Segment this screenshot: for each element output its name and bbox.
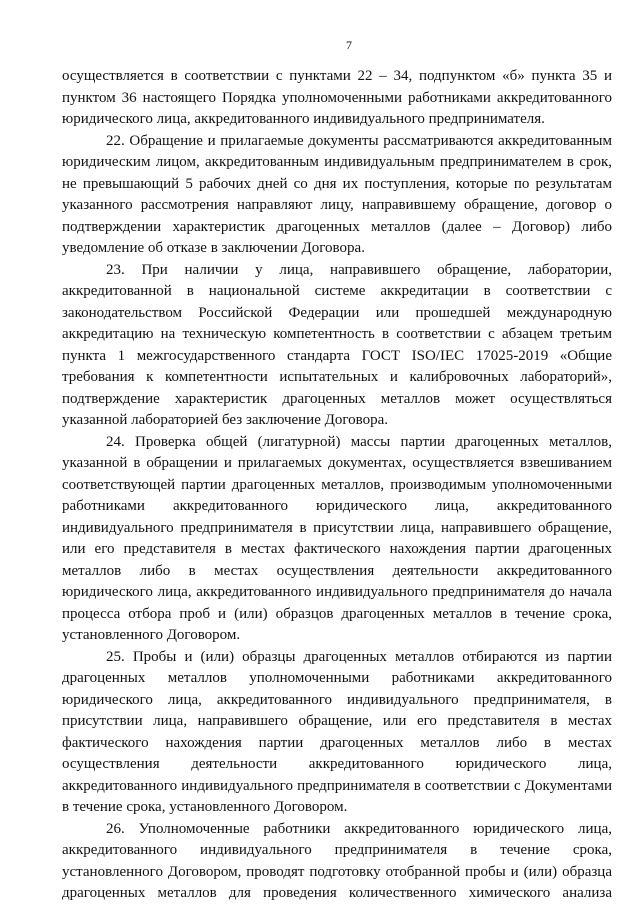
page-number: 7 [346,38,352,52]
paragraph-continuation: осуществляется в соответствии с пунктами 22 – 34, подпунктом «б» пункта 35 и пунктом 36 настоящего Порядка уполномоченными работниками аккредитованного юридического лица, аккредитованного индивидуального предпринимателя. [62,68,612,127]
paragraph-23: 23. При наличии у лица, направившего обращение, лаборатории, аккредитованной в национальной системе аккредитации в соответствии с законодательством Российской Федерации или прошедшей международную аккредитацию на техническую компетентность в соответствии с абзацем третьим пункта 1 межгосударственного стандарта ГОСТ ISO/IEC 17025-2019 «Общие требования к компетентности испытательных и калибровочных лабораторий», подтверждение характеристик драгоценных металлов может осуществляться указанной лабораторией без заключение Договора. [62,261,612,428]
paragraph-25: 25. Пробы и (или) образцы драгоценных металлов отбираются из партии драгоценных металлов уполномоченными работниками аккредитованного юридического лица, аккредитованного индивидуального предпринимателя, в присутствии лица, направившего обращение, или его представителя в местах фактического нахождения партии драгоценных металлов либо в местах осуществления деятельности аккредитованного юридического лица, аккредитованного индивидуального предпринимателя в соответствии с Документами в течение срока, установленного Договором. [62,648,612,815]
paragraph-24: 24. Проверка общей (лигатурной) массы партии драгоценных металлов, указанной в обращении и прилагаемых документах, осуществляется взвешиванием соответствующей партии драгоценных металлов, производимым уполномоченными работниками аккредитованного юридического лица, аккредитованного индивидуального предпринимателя в присутствии лица, направившего обращение, или его представителя в местах фактического нахождения партии драгоценных металлов либо в местах осуществления деятельности аккредитованного юридического лица, аккредитованного индивидуального предпринимателя до начала процесса отбора проб и (или) образцов драгоценных металлов в течение срока, установленного Договором. [62,433,612,643]
paragraph-26: 26. Уполномоченные работники аккредитованного юридического лица, аккредитованного индивидуального предпринимателя в течение срока, установленного Договором, проводят подготовку отобранной пробы и (или) образца драгоценных металлов для проведения количественного химического анализа [62,820,612,901]
paragraph-22: 22. Обращение и прилагаемые документы рассматриваются аккредитованным юридическим лицом, аккредитованным индивидуальным предпринимателем в срок, не превышающий 5 рабочих дней со дня их поступления, которые по результатам указанного рассмотрения направляют лицу, направившему обращение, договор о подтверждении характеристик драгоценных металлов (далее – Договор) либо уведомление об отказе в заключении Договора. [62,132,612,256]
